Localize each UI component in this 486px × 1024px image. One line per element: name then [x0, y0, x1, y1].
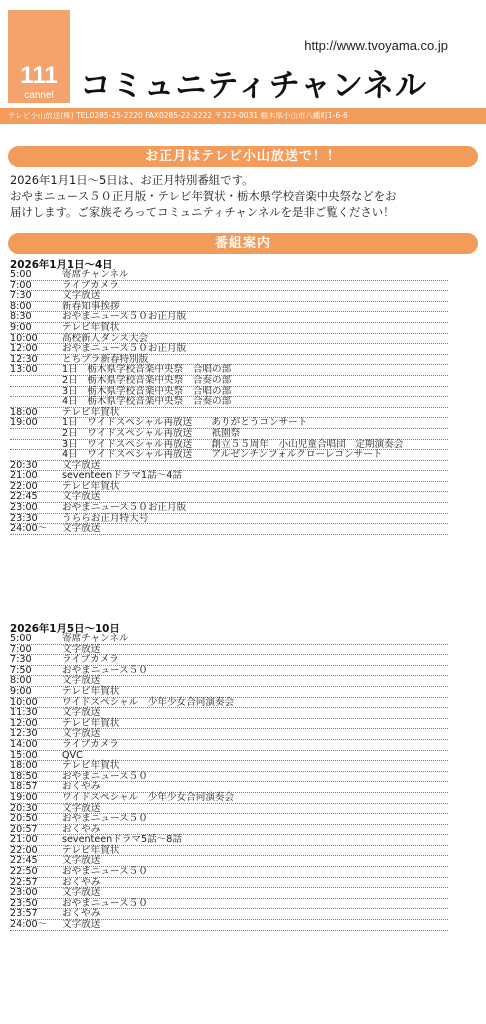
header	[0, 0, 486, 108]
schedule-program: ライブカメラ	[62, 279, 119, 291]
schedule-row	[10, 793, 448, 804]
schedule-time: 23:00	[10, 502, 38, 514]
schedule-program: 文字放送	[62, 728, 101, 740]
intro-line-1: 2026年1月1日～5日は、お正月特別番組です。	[10, 173, 254, 187]
schedule-row	[10, 270, 448, 281]
schedule-time: 7:30	[10, 290, 32, 302]
intro-line-2: おやまニュース５０正月版・テレビ年賀状・栃木県学校音楽中央祭などをお	[10, 189, 397, 203]
schedule-program: 4日 栃木県学校音楽中央祭 合奏の部	[62, 396, 232, 408]
schedule-program: とちプラ新春特別版	[62, 353, 149, 365]
schedule-row	[10, 429, 448, 440]
schedule-program: 1日 ワイドスペシャル再放送 ありがとうコンサート	[62, 417, 308, 429]
intro-text	[10, 172, 480, 220]
schedule-time: 24:00～	[10, 919, 48, 931]
schedule-time: 9:00	[10, 321, 32, 333]
schedule-time: 22:45	[10, 855, 38, 867]
schedule-program: 寄席チャンネル	[62, 269, 129, 280]
schedule-program: おやまニュース５０	[62, 770, 148, 782]
schedule-time: 10:00	[10, 696, 38, 708]
schedule-program: 3日 栃木県学校音楽中央祭 合唱の部	[62, 385, 232, 397]
schedule-time: 22:50	[10, 866, 38, 878]
schedule-row	[10, 376, 448, 387]
schedule-program: おやまニュース５０	[62, 813, 148, 825]
schedule-program: おやまニュース５０	[62, 664, 148, 676]
schedule-row	[10, 634, 448, 645]
schedule-time: 12:30	[10, 353, 38, 365]
schedule-program: 4日 ワイドスペシャル再放送 アルゼンチンフォルクローレコンサート	[62, 449, 383, 461]
schedule-program: テレビ年賀状	[62, 717, 120, 729]
schedule-program: テレビ年賀状	[62, 406, 120, 418]
schedule-program: seventeenドラマ5話～8話	[62, 834, 182, 846]
schedule-program: テレビ年賀状	[62, 760, 120, 772]
schedule-time: 13:00	[10, 364, 38, 376]
schedule-2-heading: 2026年1月5日～10日	[10, 623, 120, 635]
schedule-time: 8:30	[10, 311, 32, 323]
channel-number: 111	[20, 62, 58, 89]
schedule-program: おくやみ	[62, 781, 101, 793]
schedule-time: 23:30	[10, 512, 38, 524]
schedule-1-table	[10, 270, 448, 535]
schedule-program: おやまニュース５０	[62, 897, 148, 909]
company-info: テレビ小山放送(株) TEL0285-25-2220 FAX0285-22-2222 〒323-0031 栃木県小山市八幡町1-6-6	[8, 111, 348, 120]
schedule-program: ライブカメラ	[62, 738, 119, 750]
schedule-time: 20:50	[10, 813, 38, 825]
schedule-program: 1日 栃木県学校音楽中央祭 合唱の部	[62, 364, 232, 376]
intro-line-3: 届けします。ご家族そろってコミュニティチャンネルを是非ご覧ください！	[10, 205, 395, 219]
schedule-time: 5:00	[10, 269, 32, 280]
schedule-1-heading: 2026年1月1日～4日	[10, 259, 113, 271]
schedule-time: 20:30	[10, 802, 38, 814]
schedule-row	[10, 323, 448, 334]
schedule-time: 14:00	[10, 738, 38, 750]
schedule-time: 22:57	[10, 876, 38, 888]
schedule-program: おくやみ	[62, 823, 101, 835]
schedule-program: 高校新人ダンス大会	[62, 332, 149, 344]
schedule-program: 2日 栃木県学校音楽中央祭 合奏の部	[62, 374, 232, 386]
schedule-time: 18:00	[10, 406, 38, 418]
new-year-banner-label: お正月はテレビ小山放送で！！	[145, 149, 341, 164]
program-guide-banner	[8, 233, 478, 254]
schedule-program: 新春知事挨拶	[62, 300, 120, 312]
schedule-program: 文字放送	[62, 802, 101, 814]
schedule-program: 3日 ワイドスペシャル再放送 創立５５周年 小山児童合唱団 定期演奏会	[62, 438, 404, 450]
schedule-row	[10, 524, 448, 535]
schedule-time: 18:00	[10, 760, 38, 772]
schedule-program: テレビ年賀状	[62, 480, 120, 492]
schedule-program: seventeenドラマ1話～4話	[62, 470, 182, 482]
schedule-time: 10:00	[10, 332, 38, 344]
schedule-program: 文字放送	[62, 855, 101, 867]
schedule-time: 24:00～	[10, 523, 48, 535]
schedule-time: 22:45	[10, 491, 38, 503]
schedule-program: テレビ年賀状	[62, 685, 120, 697]
schedule-time: 7:00	[10, 643, 32, 655]
schedule-time: 7:50	[10, 664, 32, 676]
schedule-program: 文字放送	[62, 675, 101, 687]
schedule-time: 19:00	[10, 791, 38, 803]
schedule-program: 寄席チャンネル	[62, 633, 129, 644]
schedule-time: 23:00	[10, 887, 38, 899]
schedule-program: 文字放送	[62, 887, 101, 899]
schedule-time: 7:30	[10, 654, 32, 666]
schedule-time: 19:00	[10, 417, 38, 429]
schedule-program: 文字放送	[62, 643, 101, 655]
channel-logo	[8, 10, 70, 103]
schedule-time: 21:00	[10, 834, 38, 846]
schedule-time: 23:57	[10, 908, 38, 920]
schedule-row	[10, 687, 448, 698]
schedule-program: ワイドスペシャル 少年少女合同演奏会	[62, 696, 235, 708]
schedule-program: テレビ年賀状	[62, 844, 120, 856]
website-url[interactable]: http://www.tvoyama.co.jp	[304, 38, 448, 53]
schedule-time: 12:00	[10, 717, 38, 729]
schedule-program: 文字放送	[62, 290, 101, 302]
schedule-program: 文字放送	[62, 919, 101, 931]
schedule-time: 21:00	[10, 470, 38, 482]
schedule-row	[10, 740, 448, 751]
schedule-time: 8:00	[10, 675, 32, 687]
schedule-time: 9:00	[10, 685, 32, 697]
schedule-program: ライブカメラ	[62, 654, 119, 666]
schedule-time: 7:00	[10, 279, 32, 291]
schedule-2-table	[10, 634, 448, 931]
schedule-program: 文字放送	[62, 523, 101, 535]
schedule-program: おやまニュース５０	[62, 866, 148, 878]
schedule-program: 文字放送	[62, 459, 101, 471]
schedule-program: ワイドスペシャル 少年少女合同演奏会	[62, 791, 235, 803]
new-year-banner	[8, 146, 478, 167]
schedule-time: 22:00	[10, 844, 38, 856]
schedule-time: 18:50	[10, 770, 38, 782]
schedule-time: 20:30	[10, 459, 38, 471]
schedule-program: おやまニュース５０お正月版	[62, 343, 187, 355]
schedule-time: 12:00	[10, 343, 38, 355]
schedule-time: 20:57	[10, 823, 38, 835]
page-title: コミュニティチャンネル	[80, 68, 428, 104]
schedule-program: うららお正月特大号	[62, 512, 149, 524]
schedule-time: 11:30	[10, 707, 38, 719]
schedule-program: おやまニュース５０お正月版	[62, 502, 187, 514]
schedule-time: 23:50	[10, 897, 38, 909]
schedule-time: 12:30	[10, 728, 38, 740]
schedule-time: 5:00	[10, 633, 32, 644]
program-guide-banner-label: 番組案内	[214, 236, 271, 251]
schedule-program: おやまニュース５０お正月版	[62, 311, 187, 323]
schedule-row	[10, 920, 448, 931]
schedule-program: おくやみ	[62, 908, 101, 920]
schedule-program: 2日 ワイドスペシャル再放送 祇園祭	[62, 427, 241, 439]
schedule-program: テレビ年賀状	[62, 321, 120, 333]
channel-sub-label: cannel	[24, 90, 54, 101]
schedule-program: おくやみ	[62, 876, 101, 888]
schedule-program: 文字放送	[62, 491, 101, 503]
schedule-time: 8:00	[10, 300, 32, 312]
schedule-time: 15:00	[10, 749, 38, 761]
schedule-program: 文字放送	[62, 707, 101, 719]
schedule-time: 18:57	[10, 781, 38, 793]
schedule-time: 22:00	[10, 480, 38, 492]
schedule-program: QVC	[62, 749, 83, 761]
